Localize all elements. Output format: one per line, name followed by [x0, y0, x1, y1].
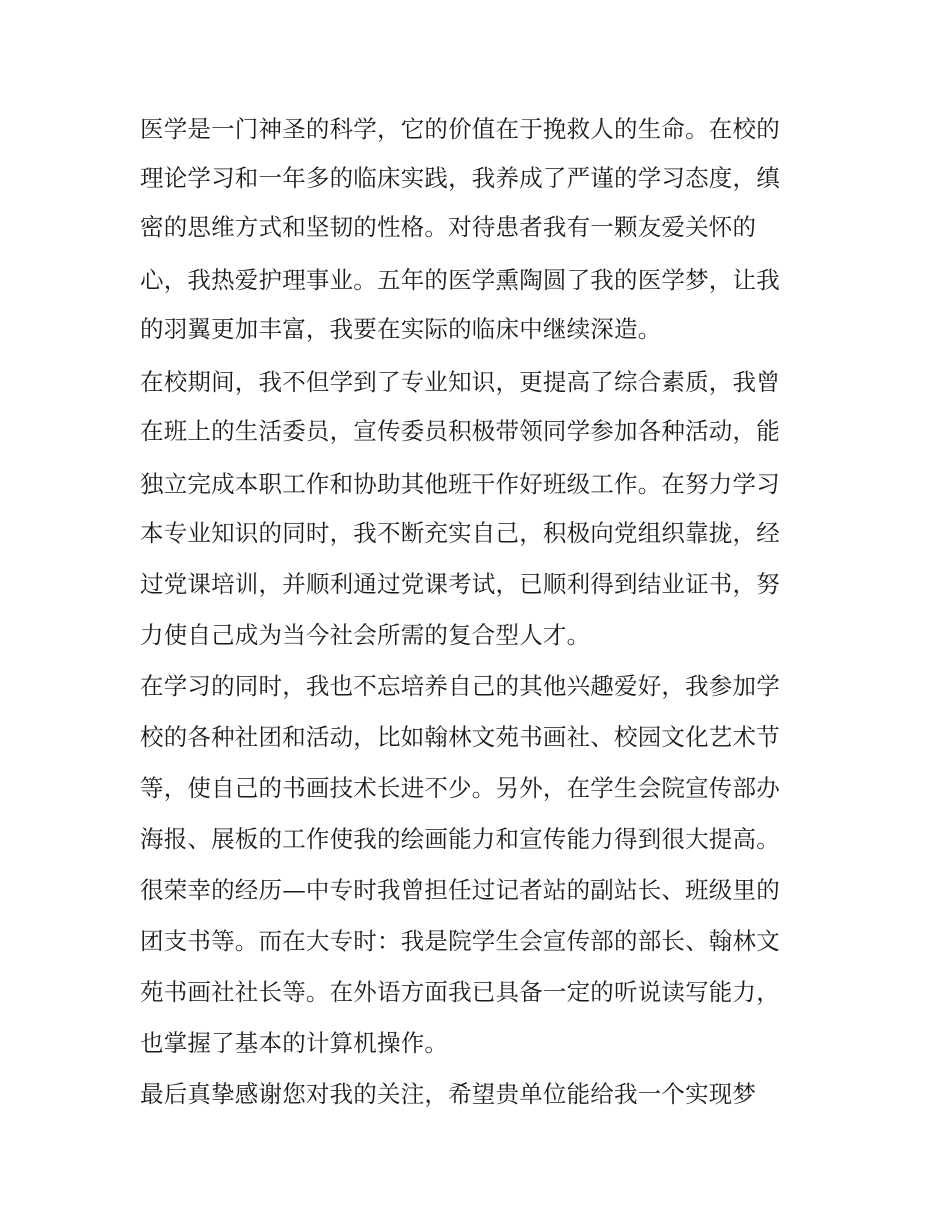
text-line: 也掌握了基本的计算机操作。: [140, 1029, 449, 1057]
text-line: 等，使自己的书画技术长进不少。另外，在学生会院宣传部办: [140, 774, 780, 802]
text-line: 理论学习和一年多的临床实践，我养成了严谨的学习态度，缜: [140, 164, 780, 192]
text-line: 医学是一门神圣的科学，它的价值在于挽救人的生命。在校的: [140, 115, 780, 143]
text-line: 独立完成本职工作和协助其他班干作好班级工作。在努力学习: [140, 470, 780, 498]
text-line: 过党课培训，并顺利通过党课考试，已顺利得到结业证书，努: [140, 570, 780, 598]
text-line: 苑书画社社长等。在外语方面我已具备一定的听说读写能力，: [140, 978, 780, 1006]
text-line: 密的思维方式和坚韧的性格。对待患者我有一颗友爱关怀的: [140, 213, 757, 241]
text-line: 在校期间，我不但学到了专业知识，更提高了综合素质，我曾: [140, 368, 780, 396]
text-line: 海报、展板的工作使我的绘画能力和宣传能力得到很大提高。: [140, 825, 780, 853]
text-line: 最后真挚感谢您对我的关注，希望贵单位能给我一个实现梦: [140, 1080, 757, 1108]
text-line: 很荣幸的经历—中专时我曾担任过记者站的副站长、班级里的: [140, 876, 780, 904]
text-line: 力使自己成为当今社会所需的复合型人才。: [140, 621, 591, 649]
text-line: 本专业知识的同时，我不断充实自己，积极向党组织靠拢，经: [140, 519, 780, 547]
text-line: 在学习的同时，我也不忘培养自己的其他兴趣爱好，我参加学: [140, 672, 780, 700]
text-line: 的羽翼更加丰富，我要在实际的临床中继续深造。: [140, 315, 662, 343]
text-line: 在班上的生活委员，宣传委员积极带领同学参加各种活动，能: [140, 417, 780, 445]
text-line: 心，我热爱护理事业。五年的医学熏陶圆了我的医学梦，让我: [140, 266, 780, 294]
text-line: 校的各种社团和活动，比如翰林文苑书画社、校园文化艺术节: [140, 723, 780, 751]
text-line: 团支书等。而在大专时：我是院学生会宣传部的部长、翰林文: [140, 927, 780, 955]
